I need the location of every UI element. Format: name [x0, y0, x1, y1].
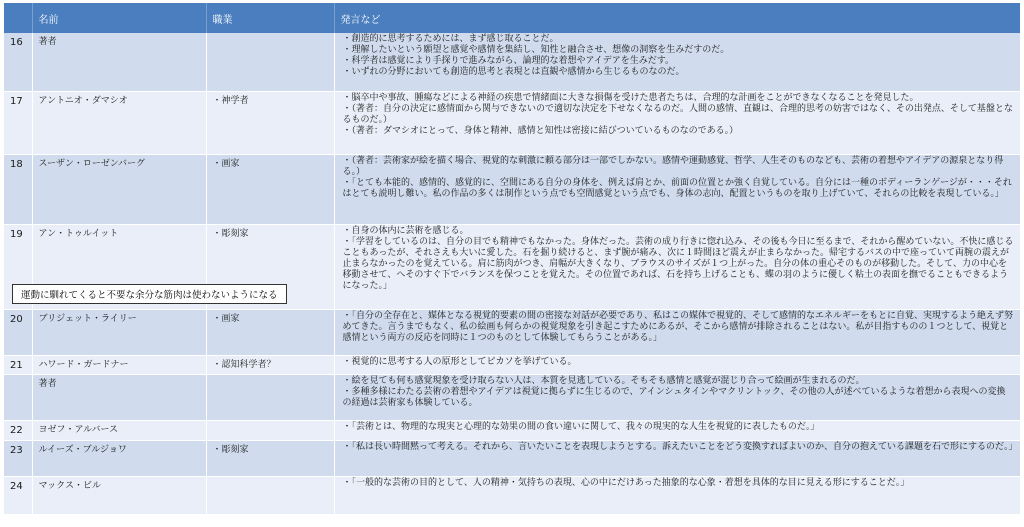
note-line: ・「とても本能的、感情的、感覚的に、空間にある自分の身体を、例えば肩とか、前面の位置とか強く自覚している。自分には一種のボディーランゲージが・・・それはとても説明し難い。私の作品の多くは制作という点でも空間感覚という点でも、身体の志向、配置というものを取り上げていて、それらの比較を表現している。」 [342, 177, 1012, 199]
row-notes [334, 440, 1020, 476]
table-row [4, 309, 1020, 355]
row-job: ・画家 [206, 154, 334, 224]
row-notes [334, 355, 1020, 374]
row-notes [334, 224, 1020, 309]
note-line: ・視覚的に思考する人の原形としてピカソを挙げている。 [342, 356, 577, 367]
row-number: 24 [4, 476, 32, 514]
note-line: ・いずれの分野においても創造的思考と表現とは直観や感情から生じるものなのだ。 [342, 67, 685, 77]
note-line: ・「私は長い時間黙って考える。それから、言いたいことを表現しようとする。訴えたいことをどう変換すればよいのか、自分の抱えている課題を石で形にするのだ。」 [342, 441, 1018, 452]
note-line: ・（著者：ダマシオにとって、身体と精神、感情と知性は密接に結びついているものなのである。） [342, 125, 739, 136]
row-name: ブリジェット・ライリー [32, 309, 206, 355]
table-row [4, 374, 1020, 420]
row-name: スーザン・ローゼンバーグ [32, 154, 206, 224]
row-number: 18 [4, 154, 32, 224]
note-line: ・「学習をしているのは、自分の目でも精神でもなかった。身体だった。芸術の成り行きに惚れ込み、その後も今日に至るまで、それから醒めていない。不快に感じることもあったが、それさえも大いに愛した。石を掘り続けると、まず腕が痛み、次に１時間ほど震えが止まらなかった。帰宅するバスの中で座っていて両腕の震えが止まらなかったのを覚えている。肩に筋肉がつき、肩幅が大きくなり、ブラウスのサイズが１つ上がった。自分の体の重心そのものが移動した。そして、力の中心を移動させて、へそのすぐ下でバランスを保つことを覚えた。その位置であれば、石を持ち上げることも、蝶の羽のように優しく粘土の表面を撫でることもできるようになった。」 [342, 236, 1014, 291]
row-notes [334, 476, 1020, 514]
row-job [206, 420, 334, 440]
row-job [206, 33, 334, 91]
row-number [4, 374, 32, 420]
table-header-row [4, 3, 1020, 33]
note-line: ・「自分の全存在と、媒体となる視覚的要素の間の密接な対話が必要であり、私はこの媒体で視覚的、そして感情的なエネルギーをもとに自覚、実現するよう絶えず努めてきた。言うまでもなく、私の絵画も何らかの視覚現象を引き起こすためにあるが、そこから感情が排除されることはない。私が目指すものの１つとして、視覚と感情という両方の反応を同時に１つのものとして体験してもらうことがある。」 [342, 310, 1014, 343]
row-number: 22 [4, 420, 32, 440]
note-line: ・多種多様にわたる芸術の着想やアイデアは視覚に拠らずに生じるので、アインシュタインやマクリントック、その他の人が述べているような着想から表現への変換の経過は芸術家も体験している。 [342, 386, 1006, 408]
row-notes [334, 154, 1020, 224]
row-number: 23 [4, 440, 32, 476]
row-notes [334, 420, 1020, 440]
row-number: 17 [4, 91, 32, 154]
note-line: ・自身の体内に芸術を感じる。 [342, 225, 469, 236]
row-number: 21 [4, 355, 32, 374]
table-row [4, 91, 1020, 154]
row-job [206, 374, 334, 420]
note-line: ・理解したいという願望と感覚や感情を集結し、知性と融合させ、想像の洞察を生みだすのだ。 [342, 45, 730, 55]
table-row [4, 33, 1020, 91]
row-name: アントニオ・ダマシオ [32, 91, 206, 154]
row-name: ルイーズ・ブルジョワ [32, 440, 206, 476]
row-number: 20 [4, 309, 32, 355]
row-notes [334, 309, 1020, 355]
header-name: 名前 [32, 3, 206, 33]
row-name: 著者 [32, 33, 206, 91]
row-job: ・認知科学者？ [206, 355, 334, 374]
note-line: ・絵を見ても何も感覚現象を受け取らない人は、本質を見逃している。そもそも感情と感覚が混じり合って絵画が生まれるのだ。 [342, 375, 865, 386]
table-row [4, 420, 1020, 440]
callout-box: 運動に馴れてくると不要な余分な筋肉は使わないようになる [12, 284, 287, 304]
header-num [4, 3, 32, 33]
note-line: ・（著者：自分の決定に感情面から関与できないので適切な決定を下せなくなるのだ。人間の感情、直観は、合理的思考の妨害ではなく、その出発点、そして基盤となるものだ。） [342, 103, 1013, 125]
note-line: ・脳卒中や事故、腫瘍などによる神経の疾患で情緒面に大きな損傷を受けた患者たちは、合理的な計画をことができなくなることを発見した。 [342, 92, 919, 103]
row-name: ハワード・ガードナー [32, 355, 206, 374]
row-name: 著者 [32, 374, 206, 420]
row-name: アン・トゥルイット [32, 224, 206, 309]
row-job: ・彫刻家 [206, 224, 334, 309]
table-row [4, 440, 1020, 476]
note-line: ・（著者：芸術家が絵を描く場合、視覚的な刺激に頼る部分は一部でしかない。感情や運動感覚、哲学、人生そのものなども、芸術の着想やアイデアの源泉となり得る。） [342, 155, 1004, 177]
note-line: ・創造的に思考するためには、まず感じ取ることだ。 [342, 34, 559, 44]
row-job: ・彫刻家 [206, 440, 334, 476]
note-line: ・科学者は感覚により手探りで進みながら、論理的な着想やアイデアを生みだす。 [342, 56, 674, 66]
row-job: ・神学者 [206, 91, 334, 154]
row-notes [334, 91, 1020, 154]
row-job: ・画家 [206, 309, 334, 355]
row-number: 16 [4, 33, 32, 91]
row-number: 19 [4, 224, 32, 309]
row-notes [334, 33, 1020, 91]
table-row [4, 355, 1020, 374]
note-line: ・「一般的な芸術の目的として、人の精神・気持ちの表現、心の中にだけあった抽象的な心象・着想を具体的な目に見える形にすることだ。」 [342, 477, 910, 488]
row-job [206, 476, 334, 514]
table-row [4, 154, 1020, 224]
row-notes [334, 374, 1020, 420]
header-job: 職業 [206, 3, 334, 33]
header-notes: 発言など [334, 3, 1020, 33]
note-line: ・「芸術とは、物理的な現実と心理的な効果の間の食い違いに関して、我々の現実的な人生を視覚的に表したものだ。」 [342, 421, 820, 432]
quotes-table [4, 3, 1021, 515]
table-row [4, 476, 1020, 514]
row-name: マックス・ビル [32, 476, 206, 514]
row-name: ヨゼフ・アルバース [32, 420, 206, 440]
